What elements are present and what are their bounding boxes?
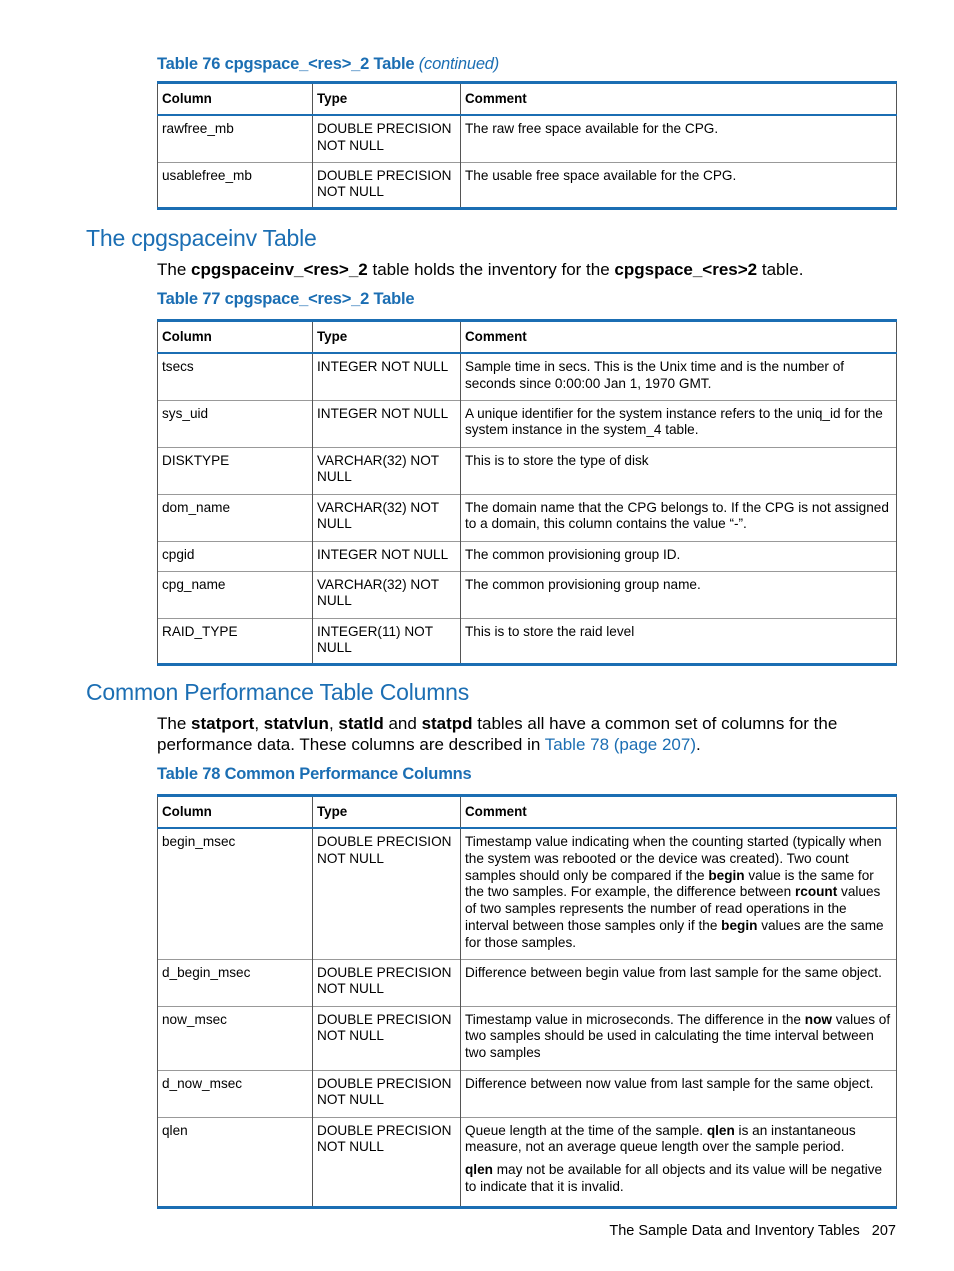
comment-paragraph: Queue length at the time of the sample. qlen is an instantaneous measure, not an average queue length over the sample period. bbox=[465, 1122, 856, 1155]
cell-column: RAID_TYPE bbox=[158, 618, 313, 664]
header-comment: Comment bbox=[461, 321, 897, 354]
cell-type: INTEGER NOT NULL bbox=[313, 400, 461, 447]
comment-paragraph: qlen may not be available for all objects and its value will be negative to indicate that it is invalid. bbox=[465, 1162, 883, 1194]
cell-column: sys_uid bbox=[158, 400, 313, 447]
cell-column: qlen bbox=[158, 1117, 313, 1207]
header-column: Column bbox=[158, 796, 313, 829]
cell-comment: The raw free space available for the CPG. bbox=[461, 115, 897, 162]
table-76-caption bbox=[157, 55, 499, 74]
table-row bbox=[158, 115, 897, 162]
header-comment: Comment bbox=[461, 796, 897, 829]
section-heading: Common Performance Table Columns bbox=[86, 679, 470, 705]
cell-type: DOUBLE PRECISION NOT NULL bbox=[313, 1006, 461, 1070]
table-row bbox=[158, 618, 897, 664]
cell-column: d_now_msec bbox=[158, 1070, 313, 1117]
table-header-row bbox=[158, 83, 897, 116]
cell-column: dom_name bbox=[158, 494, 313, 541]
table-row bbox=[158, 541, 897, 571]
cell-column: cpgid bbox=[158, 541, 313, 571]
table-77-caption: Table 77 cpgspace_<res>_2 Table bbox=[157, 290, 415, 308]
cell-column: cpg_name bbox=[158, 571, 313, 618]
cell-type: INTEGER NOT NULL bbox=[313, 353, 461, 400]
table-78-link[interactable]: Table 78 (page 207) bbox=[544, 735, 696, 754]
header-type: Type bbox=[313, 796, 461, 829]
cell-comment: Difference between begin value from last sample for the same object. bbox=[461, 959, 897, 1006]
page-footer bbox=[609, 1223, 896, 1239]
section-heading: The cpgspaceinv Table bbox=[86, 225, 317, 251]
cell-column: usablefree_mb bbox=[158, 162, 313, 208]
cell-type: INTEGER NOT NULL bbox=[313, 541, 461, 571]
table-row bbox=[158, 447, 897, 494]
header-column: Column bbox=[158, 321, 313, 354]
cell-comment: The common provisioning group ID. bbox=[461, 541, 897, 571]
table-76 bbox=[157, 81, 897, 210]
cell-type: DOUBLE PRECISION NOT NULL bbox=[313, 959, 461, 1006]
cell-comment: Timestamp value in microseconds. The difference in the now values of two samples should be used in calculating the time interval between two samples bbox=[461, 1006, 897, 1070]
caption-text: Table 76 cpgspace_<res>_2 Table bbox=[157, 55, 415, 73]
table-row bbox=[158, 1006, 897, 1070]
table-row bbox=[158, 571, 897, 618]
table-row bbox=[158, 162, 897, 208]
section-paragraph: The cpgspaceinv_<res>_2 table holds the inventory for the cpgspace_<res>2 table. bbox=[157, 260, 804, 279]
table-row bbox=[158, 400, 897, 447]
footer-title: The Sample Data and Inventory Tables bbox=[609, 1223, 860, 1239]
table-row bbox=[158, 353, 897, 400]
cell-comment: The usable free space available for the CPG. bbox=[461, 162, 897, 208]
cell-comment: A unique identifier for the system instance refers to the uniq_id for the system instance in the system_4 table. bbox=[461, 400, 897, 447]
cell-comment: This is to store the raid level bbox=[461, 618, 897, 664]
section-paragraph: The statport, statvlun, statld and statpd tables all have a common set of columns for the performance data. These columns are described in Table 78 (page 207). bbox=[157, 714, 838, 754]
cell-type: DOUBLE PRECISION NOT NULL bbox=[313, 1117, 461, 1207]
cell-comment: The common provisioning group name. bbox=[461, 571, 897, 618]
caption-continued: (continued) bbox=[418, 55, 500, 73]
cell-type: DOUBLE PRECISION NOT NULL bbox=[313, 828, 461, 959]
header-column: Column bbox=[158, 83, 313, 116]
cell-type: DOUBLE PRECISION NOT NULL bbox=[313, 162, 461, 208]
table-78-caption: Table 78 Common Performance Columns bbox=[157, 765, 472, 783]
cell-column: DISKTYPE bbox=[158, 447, 313, 494]
cell-type: DOUBLE PRECISION NOT NULL bbox=[313, 1070, 461, 1117]
cell-type: INTEGER(11) NOT NULL bbox=[313, 618, 461, 664]
page-number: 207 bbox=[871, 1223, 896, 1239]
cell-column: now_msec bbox=[158, 1006, 313, 1070]
table-header-row bbox=[158, 796, 897, 829]
cell-comment bbox=[461, 1117, 897, 1207]
table-77 bbox=[157, 319, 897, 666]
cell-comment: Timestamp value indicating when the counting started (typically when the system was rebooted or the device was created). Two count samples should only be compared if the begin value is the same for the two samples. For example, the difference between rcount values of two samples represents the number of read operations in the interval between those samples only if the begin values are the same for those samples. bbox=[461, 828, 897, 959]
header-comment: Comment bbox=[461, 83, 897, 116]
cell-type: VARCHAR(32) NOT NULL bbox=[313, 571, 461, 618]
header-type: Type bbox=[313, 83, 461, 116]
cell-type: VARCHAR(32) NOT NULL bbox=[313, 447, 461, 494]
cell-comment: Sample time in secs. This is the Unix time and is the number of seconds since 0:00:00 Jan 1, 1970 GMT. bbox=[461, 353, 897, 400]
header-type: Type bbox=[313, 321, 461, 354]
table-row bbox=[158, 1070, 897, 1117]
cell-comment: This is to store the type of disk bbox=[461, 447, 897, 494]
cell-column: tsecs bbox=[158, 353, 313, 400]
table-row bbox=[158, 959, 897, 1006]
table-78 bbox=[157, 794, 897, 1209]
cell-type: DOUBLE PRECISION NOT NULL bbox=[313, 115, 461, 162]
table-row bbox=[158, 1117, 897, 1207]
table-row bbox=[158, 828, 897, 959]
cell-column: begin_msec bbox=[158, 828, 313, 959]
cell-type: VARCHAR(32) NOT NULL bbox=[313, 494, 461, 541]
cell-column: rawfree_mb bbox=[158, 115, 313, 162]
cell-comment: The domain name that the CPG belongs to. If the CPG is not assigned to a domain, this column contains the value “-”. bbox=[461, 494, 897, 541]
table-header-row bbox=[158, 321, 897, 354]
cell-comment: Difference between now value from last sample for the same object. bbox=[461, 1070, 897, 1117]
cell-column: d_begin_msec bbox=[158, 959, 313, 1006]
table-row bbox=[158, 494, 897, 541]
